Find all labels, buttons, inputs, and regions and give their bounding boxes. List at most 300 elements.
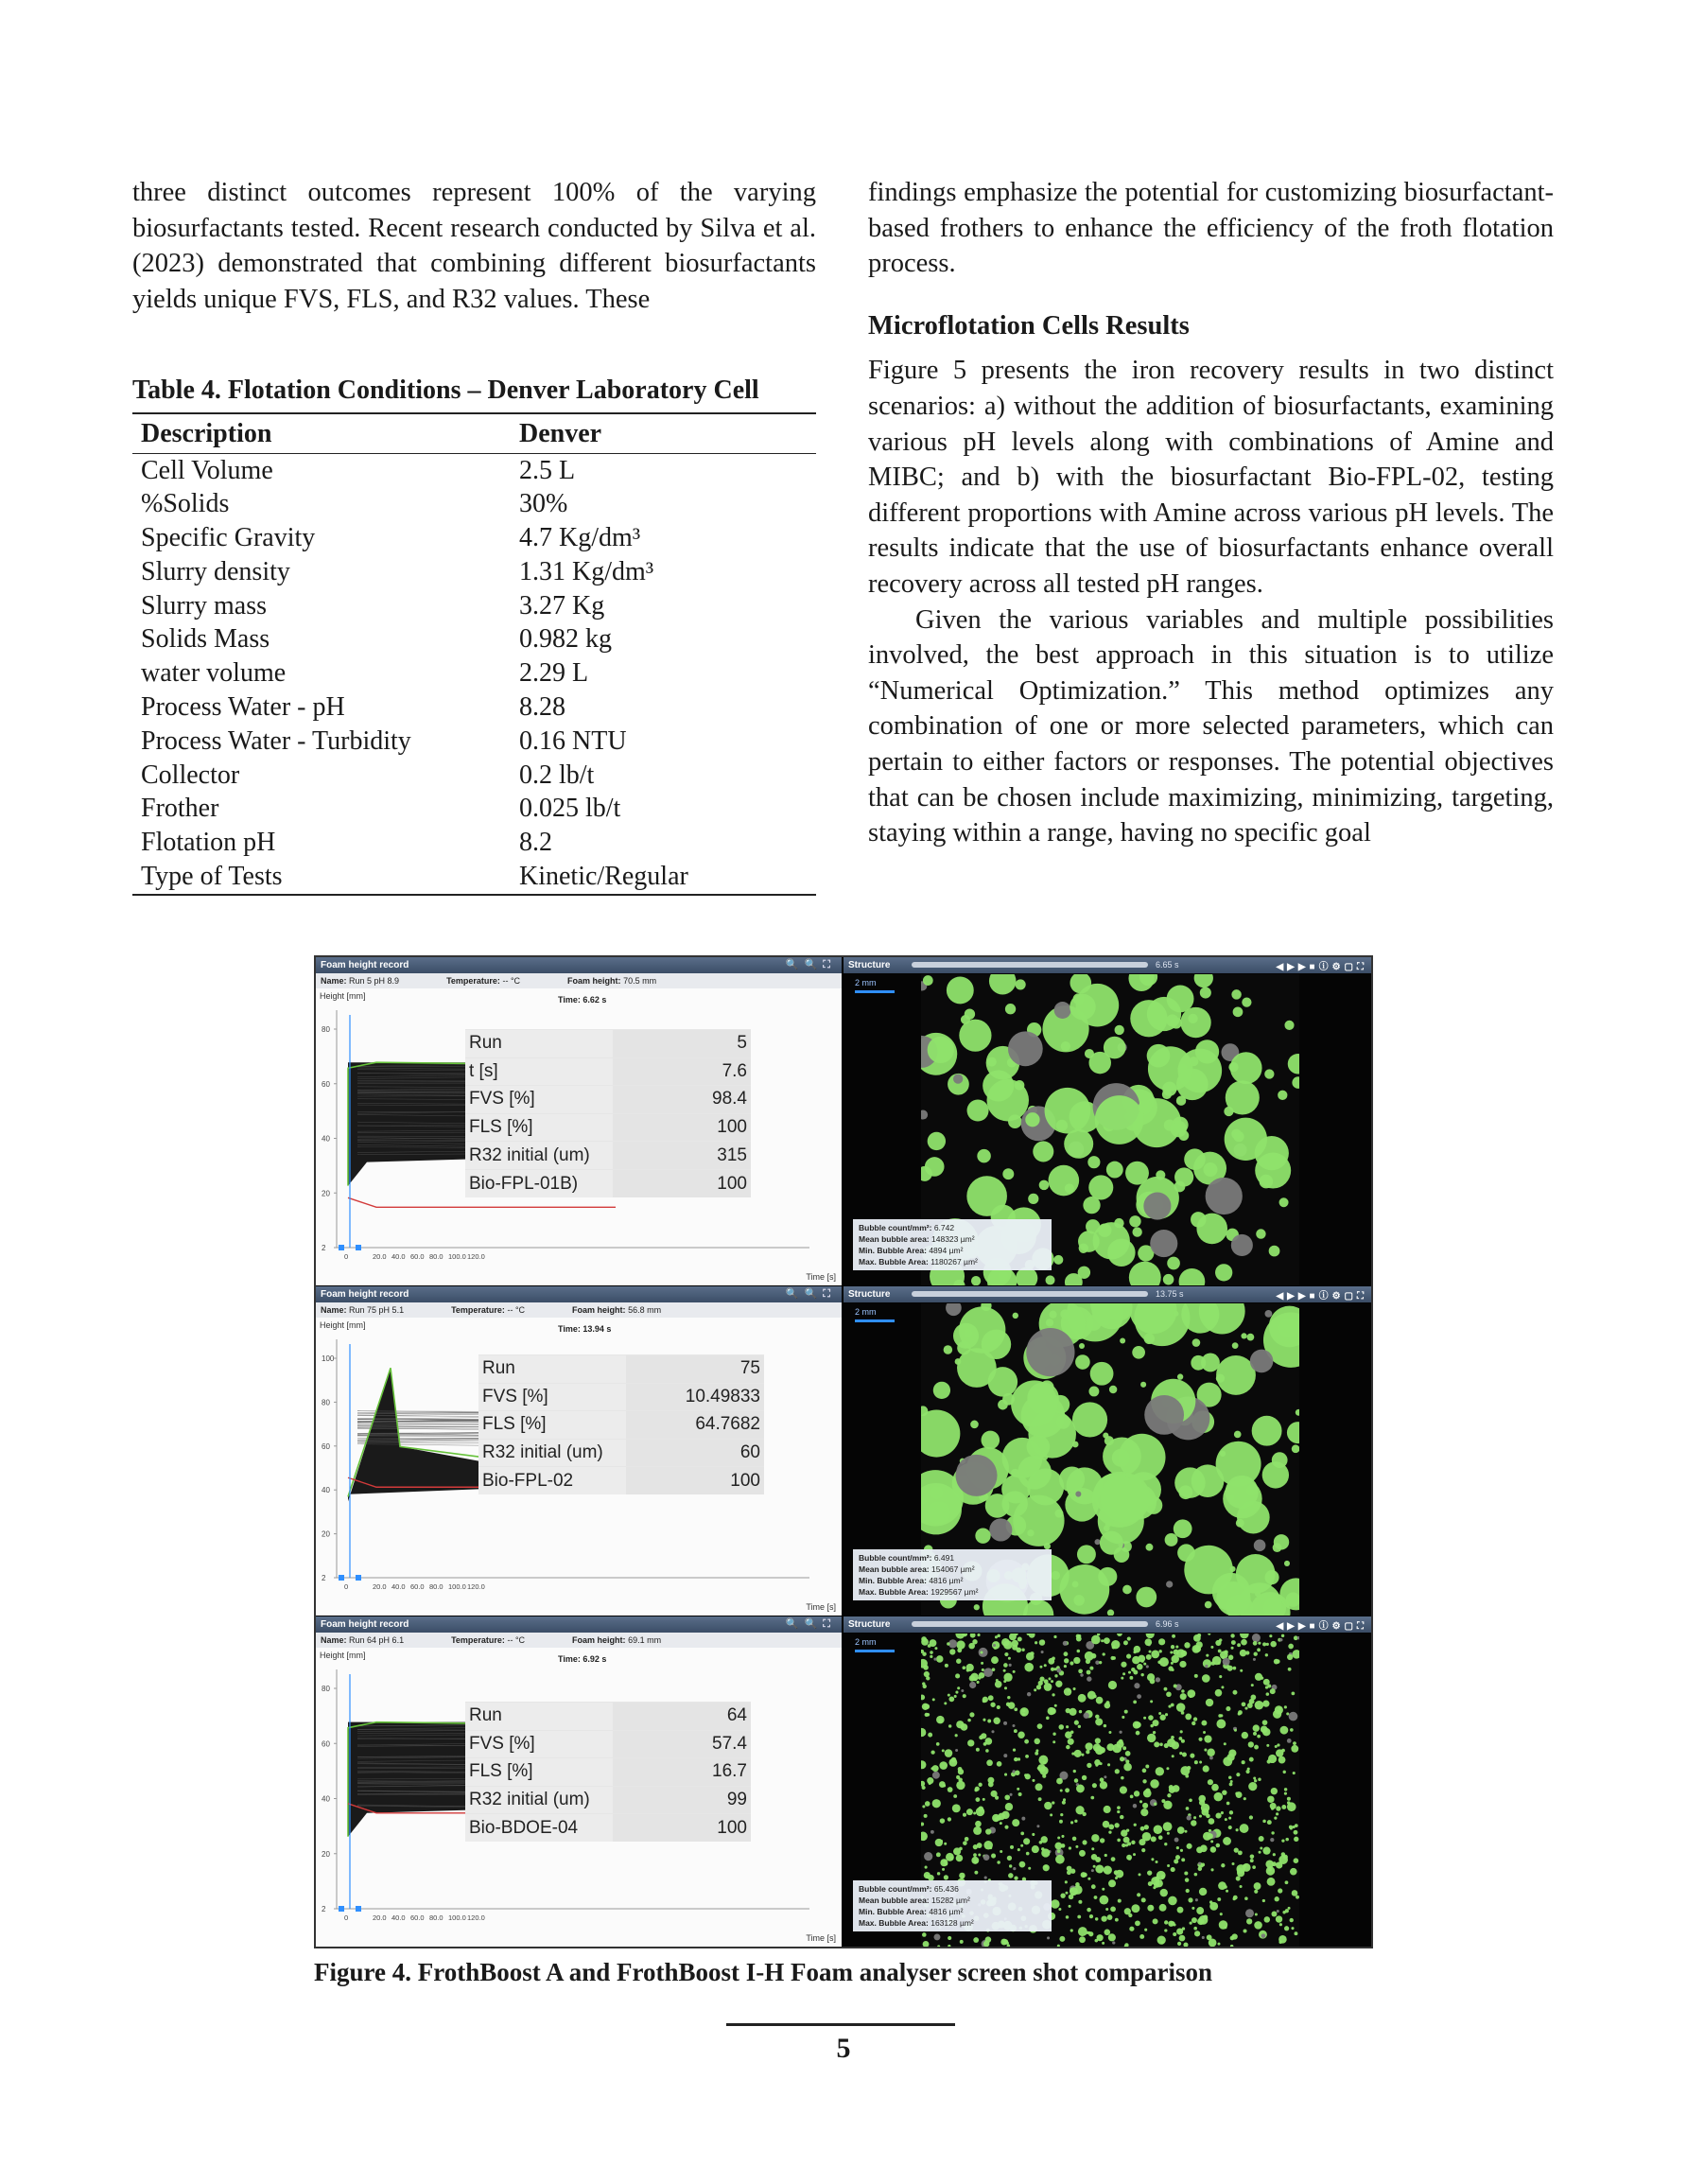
- bubble: [1086, 1659, 1090, 1664]
- bubble: [1084, 1713, 1089, 1719]
- bubble: [1104, 1703, 1111, 1709]
- bubble: [1267, 1820, 1272, 1825]
- result-value: 98.4: [613, 1086, 751, 1114]
- bubble: [1108, 1824, 1114, 1829]
- bubble: [1003, 1663, 1008, 1668]
- bubble: [1066, 1745, 1070, 1749]
- range-handle-start[interactable]: [339, 1575, 344, 1581]
- bubble: [995, 1796, 999, 1800]
- bubble: [1078, 1231, 1100, 1252]
- bubble: [1228, 1817, 1231, 1820]
- bubble: [1092, 1783, 1097, 1788]
- bubble: [1194, 1873, 1198, 1877]
- table-cell-value: 4.7 Kg/dm³: [519, 523, 641, 553]
- bubble: [1209, 1900, 1212, 1903]
- bubble-stat-value: 4816 µm²: [929, 1907, 964, 1916]
- bubble: [1262, 1642, 1266, 1646]
- bubble: [932, 1772, 940, 1779]
- bubble: [1233, 1006, 1244, 1017]
- bubble: [1087, 1931, 1090, 1934]
- bubble: [1229, 1566, 1235, 1572]
- bubble: [975, 1529, 990, 1544]
- bubble: [1278, 1707, 1281, 1710]
- bubble: [1119, 1739, 1123, 1744]
- structure-panel: [844, 1616, 1371, 1947]
- bubble: [1016, 1648, 1021, 1653]
- bubble: [1095, 1715, 1099, 1719]
- bubble: [949, 1649, 955, 1654]
- bubble: [1204, 1735, 1211, 1742]
- bubble: [1078, 1669, 1083, 1673]
- y-tick-label: 80: [322, 1025, 330, 1034]
- bubble: [1174, 1838, 1179, 1843]
- bubble: [998, 1400, 1008, 1410]
- structure-header: [844, 1286, 1371, 1302]
- bubble: [1265, 1653, 1268, 1656]
- bubble: [1079, 1343, 1085, 1349]
- bubble: [1238, 1850, 1243, 1855]
- bubble: [1176, 1095, 1186, 1105]
- bubble: [991, 1730, 994, 1733]
- y-tick-label: 2: [322, 1905, 326, 1913]
- bubble: [1120, 1786, 1127, 1793]
- bubble: [1094, 1896, 1098, 1899]
- bubble: [1292, 1826, 1295, 1828]
- bubble: [1044, 1802, 1052, 1809]
- bubble: [1125, 1751, 1131, 1756]
- bubble: [1125, 1759, 1129, 1763]
- bubble: [1210, 1840, 1213, 1843]
- bubble: [1278, 1888, 1282, 1893]
- bubble: [1203, 1731, 1206, 1734]
- bubble: [1060, 1813, 1063, 1816]
- result-key: Run: [465, 1030, 613, 1058]
- bubble: [1287, 1802, 1296, 1811]
- bubble: [1002, 1168, 1014, 1179]
- bubble-stat-row: [859, 1245, 1046, 1256]
- bubble: [1091, 1884, 1096, 1889]
- bubble: [1077, 1545, 1096, 1564]
- bubble: [1284, 1792, 1287, 1795]
- y-tick-label: 40: [322, 1794, 330, 1804]
- x-tick-label: 40.0: [391, 1252, 406, 1261]
- y-tick-label: 20: [322, 1529, 330, 1539]
- results-row: [465, 1814, 751, 1843]
- bubble: [1249, 1699, 1255, 1704]
- table-row: [132, 622, 816, 656]
- x-tick-label: 0: [344, 1582, 349, 1591]
- bubble-stat-label: Min. Bubble Area:: [859, 1246, 927, 1255]
- bubble: [1149, 1651, 1152, 1653]
- time-readout: Time: 6.92 s: [558, 1654, 607, 1664]
- bubble: [925, 1866, 928, 1869]
- bubble: [1230, 1634, 1234, 1637]
- bubble: [1078, 1694, 1087, 1703]
- bubble: [1265, 1310, 1273, 1318]
- bubble: [1003, 1754, 1007, 1757]
- table-header-row: [132, 413, 816, 453]
- bubble: [1048, 1707, 1055, 1715]
- bubble: [1023, 1838, 1030, 1844]
- bubble: [945, 1664, 948, 1668]
- bubble: [1254, 1890, 1258, 1894]
- bubble: [1070, 1888, 1073, 1892]
- bubble: [997, 1761, 1002, 1767]
- bubble: [1124, 1710, 1128, 1714]
- bubble: [1010, 1845, 1014, 1849]
- bubble: [1158, 1835, 1163, 1840]
- bubble: [1052, 1693, 1054, 1696]
- bubble: [1057, 1836, 1060, 1839]
- bubble: [1177, 1544, 1195, 1562]
- scale-bar: [855, 1650, 895, 1652]
- playback-controls[interactable]: ◀▶▶■ⓘ⚙▢⛶: [1276, 1621, 1367, 1632]
- bubble: [1136, 1731, 1140, 1736]
- bubble: [1139, 1934, 1144, 1939]
- bubble: [1052, 1733, 1055, 1736]
- bubble: [1119, 1731, 1122, 1734]
- bubble: [1147, 1870, 1152, 1875]
- bubble: [1122, 1716, 1124, 1719]
- bubble: [954, 1695, 957, 1698]
- bubble: [991, 1656, 999, 1664]
- bubble: [1159, 1904, 1167, 1912]
- bubble: [1283, 1771, 1286, 1773]
- bubble: [1218, 1714, 1222, 1718]
- bubble: [1140, 1382, 1146, 1388]
- bubble-stat-label: Max. Bubble Area:: [859, 1918, 929, 1928]
- toolbar-icons[interactable]: 🔍🔍⛶: [785, 1288, 836, 1300]
- bubble: [1016, 979, 1026, 989]
- bubble: [1179, 1935, 1186, 1942]
- bubble: [1173, 1650, 1178, 1655]
- bubble: [1225, 1118, 1267, 1161]
- bubble: [942, 1749, 945, 1752]
- bubble: [1086, 1750, 1089, 1754]
- bubble: [1176, 1846, 1179, 1849]
- bubble: [1278, 1091, 1287, 1100]
- bubble: [967, 1719, 971, 1722]
- bubble: [1148, 1715, 1154, 1721]
- bubble: [1198, 1862, 1201, 1865]
- bubble: [928, 1037, 954, 1063]
- temperature-label: Temperature:: [451, 1305, 505, 1315]
- bubble: [1065, 1880, 1068, 1883]
- bubble: [948, 1724, 951, 1727]
- bubble: [1269, 1246, 1280, 1257]
- bubble: [1019, 1861, 1026, 1868]
- bubble: [997, 1634, 1000, 1637]
- range-handle-end[interactable]: [356, 1575, 361, 1581]
- bubble: [1209, 1818, 1215, 1825]
- bubble: [1115, 1769, 1120, 1773]
- bubble: [1278, 1756, 1286, 1764]
- bubble: [973, 1811, 976, 1814]
- bubble: [1112, 1656, 1116, 1660]
- bubble: [1034, 1688, 1036, 1691]
- bubble: [1292, 1890, 1298, 1896]
- bubble: [1055, 1855, 1065, 1864]
- bubble-stat-value: 163128 µm²: [930, 1918, 974, 1928]
- foam-height-label: Foam height:: [572, 1305, 626, 1315]
- bubble: [984, 1877, 987, 1879]
- bubble: [956, 1658, 961, 1663]
- bubble: [1091, 1847, 1094, 1850]
- bubble: [948, 1694, 950, 1697]
- bubble: [975, 1821, 982, 1827]
- bubble: [1196, 1846, 1203, 1853]
- bubble: [1041, 1848, 1050, 1857]
- bubble: [1025, 1773, 1031, 1779]
- bubble: [1037, 1723, 1043, 1729]
- bubble: [1232, 1342, 1239, 1349]
- bubble: [1093, 1743, 1101, 1751]
- result-value: 100: [626, 1467, 764, 1495]
- range-handle-end[interactable]: [356, 1245, 361, 1250]
- playback-controls[interactable]: ◀▶▶■ⓘ⚙▢⛶: [1276, 1291, 1367, 1302]
- bubble: [1217, 1943, 1220, 1946]
- x-tick-label: 40.0: [391, 1913, 406, 1922]
- bubble: [973, 1937, 979, 1943]
- bubble: [924, 1814, 928, 1818]
- toolbar-icons[interactable]: 🔍🔍⛶: [785, 1618, 836, 1630]
- structure-header: [844, 1616, 1371, 1633]
- bubble: [1052, 1740, 1055, 1743]
- bubble: [1293, 1772, 1296, 1774]
- bubble: [1156, 1861, 1158, 1863]
- bubble: [1076, 1634, 1080, 1638]
- bubble: [1167, 1832, 1170, 1835]
- bubble: [992, 1668, 996, 1671]
- table-row: [132, 453, 816, 487]
- bubble: [1026, 1328, 1074, 1376]
- bubble: [1160, 1889, 1168, 1896]
- bubble: [1170, 1651, 1173, 1653]
- bubble: [1108, 1731, 1111, 1734]
- table-cell-value: 1.31 Kg/dm³: [519, 556, 654, 586]
- bubble: [948, 1696, 954, 1702]
- bubble: [930, 1750, 934, 1754]
- foam-height-panel: [316, 957, 842, 1285]
- bubble: [1150, 1779, 1159, 1789]
- bubble: [1228, 1749, 1236, 1756]
- bubble: [1248, 1782, 1257, 1791]
- result-key: R32 initial (um): [478, 1439, 626, 1467]
- table-header-denver: Denver: [511, 413, 816, 453]
- bubble: [960, 1940, 964, 1944]
- bubble: [1164, 1119, 1175, 1130]
- bubble: [922, 1805, 925, 1808]
- result-key: t [s]: [465, 1057, 613, 1086]
- bubble: [994, 1647, 997, 1650]
- bubble: [947, 1642, 949, 1645]
- bubble: [1141, 1848, 1145, 1852]
- bubble: [990, 1703, 995, 1707]
- x-tick-label: 0: [344, 1252, 349, 1261]
- bubble: [1133, 1670, 1138, 1675]
- bubble: [1091, 1635, 1101, 1645]
- bubble: [1050, 1813, 1052, 1816]
- bubble: [1164, 1920, 1168, 1924]
- bubble: [1036, 1825, 1039, 1827]
- bubble: [961, 1689, 964, 1692]
- bubble-stats-box: [853, 1880, 1052, 1931]
- table-cell-value: 30%: [519, 489, 568, 519]
- temperature-value: -- °C: [507, 1305, 526, 1315]
- bubble: [1187, 1766, 1191, 1770]
- bubble: [953, 1074, 963, 1083]
- bubble: [1175, 1855, 1180, 1860]
- bubble: [1161, 1875, 1165, 1878]
- bubble: [1097, 1934, 1104, 1941]
- bubble: [939, 1761, 948, 1770]
- bubble: [1100, 1762, 1103, 1765]
- x-tick-label: 60.0: [410, 1252, 425, 1261]
- bubble: [942, 1868, 945, 1871]
- left-column: [132, 175, 816, 317]
- bubble: [1181, 1858, 1185, 1861]
- bubble: [1219, 1675, 1222, 1678]
- bubble: [1078, 1927, 1087, 1936]
- flotation-conditions-table: [132, 412, 816, 896]
- result-value: 10.49833: [626, 1383, 764, 1411]
- bubble: [1285, 1838, 1289, 1842]
- bubble: [1251, 1684, 1254, 1686]
- bubble: [923, 975, 933, 986]
- bubble: [1221, 1686, 1224, 1688]
- results-row: [465, 1786, 751, 1814]
- bubble: [1206, 1814, 1210, 1819]
- bubble: [1269, 1634, 1272, 1637]
- bubble: [985, 1749, 989, 1753]
- bubble: [1191, 1721, 1195, 1725]
- bubble: [1227, 1666, 1233, 1671]
- bubble: [1115, 1025, 1124, 1035]
- result-key: Run: [478, 1355, 626, 1384]
- bubble: [1074, 1750, 1082, 1757]
- bubble: [1017, 1636, 1022, 1641]
- bubble: [983, 1854, 990, 1861]
- bubble: [1223, 1658, 1230, 1666]
- bubble: [1065, 1892, 1068, 1895]
- bubble: [1038, 1681, 1043, 1686]
- bubble: [1231, 989, 1241, 999]
- bubble: [1004, 1652, 1008, 1656]
- range-handle-end[interactable]: [356, 1906, 361, 1912]
- y-tick-label: 60: [322, 1441, 330, 1451]
- result-value: 60: [626, 1439, 764, 1467]
- bubble: [1288, 1668, 1292, 1671]
- bubble: [1134, 1824, 1137, 1826]
- bubble-stat-label: Min. Bubble Area:: [859, 1576, 927, 1585]
- bubble: [1144, 1929, 1147, 1931]
- bubble: [987, 1720, 991, 1723]
- playback-slider[interactable]: [912, 1621, 1148, 1627]
- bubble: [1283, 1855, 1288, 1860]
- bubble: [1194, 1931, 1200, 1936]
- bubble: [1195, 1898, 1198, 1901]
- footer-rule: [726, 2023, 955, 2026]
- bubble: [1079, 1710, 1082, 1713]
- bubble: [983, 1719, 985, 1721]
- bubble: [970, 1421, 979, 1429]
- x-tick-label: 60.0: [410, 1582, 425, 1591]
- bubble: [1135, 1920, 1140, 1926]
- bubble: [1066, 1725, 1069, 1728]
- table-cell-value: 3.27 Kg: [519, 590, 605, 620]
- result-key: R32 initial (um): [465, 1786, 613, 1814]
- x-tick-label: 100.0: [448, 1582, 466, 1591]
- scale-bar: [855, 990, 895, 993]
- bubble: [1214, 1792, 1223, 1801]
- bubble: [1233, 1131, 1244, 1142]
- playback-slider[interactable]: [912, 1291, 1148, 1297]
- bubble-stat-label: Min. Bubble Area:: [859, 1907, 927, 1916]
- range-handle-start[interactable]: [339, 1906, 344, 1912]
- bubble: [1279, 1197, 1289, 1207]
- bubble: [1254, 1651, 1258, 1655]
- bubble: [1091, 1834, 1099, 1842]
- bubble: [1236, 1791, 1243, 1798]
- bubble: [936, 1852, 941, 1857]
- right-column: [868, 175, 1554, 851]
- table-cell-value: 0.982 kg: [519, 624, 612, 655]
- bubble: [996, 1679, 999, 1682]
- bubble: [1054, 1704, 1057, 1707]
- bubble: [1172, 1741, 1179, 1749]
- bubble: [1100, 1838, 1104, 1843]
- bubble: [1203, 1765, 1209, 1772]
- range-handle-start[interactable]: [339, 1245, 344, 1250]
- bubble: [1069, 1905, 1071, 1908]
- bubble: [925, 1801, 930, 1807]
- bubble: [1070, 1821, 1073, 1824]
- bubble: [1197, 1634, 1201, 1637]
- bubble: [1011, 1380, 1058, 1427]
- x-tick-label: 40.0: [391, 1582, 406, 1591]
- bubble: [1056, 1120, 1068, 1131]
- bubble: [939, 1719, 943, 1722]
- bubble: [1254, 1540, 1266, 1552]
- bubble: [1250, 1350, 1274, 1373]
- bubble: [982, 1669, 984, 1671]
- bubble: [1043, 1761, 1046, 1764]
- bubble: [1076, 984, 1120, 1027]
- table-cell-value: 0.16 NTU: [519, 725, 627, 756]
- y-tick-label: 80: [322, 1685, 330, 1693]
- bubble: [1137, 1664, 1143, 1670]
- bubble: [935, 1839, 943, 1846]
- bubble: [957, 1686, 960, 1689]
- bubble: [1206, 1699, 1213, 1706]
- bubble: [982, 1330, 1011, 1359]
- bubble: [1077, 1650, 1081, 1653]
- playback-slider[interactable]: [912, 962, 1148, 968]
- bubble: [1003, 1680, 1006, 1683]
- section-heading: Microflotation Cells Results: [868, 310, 1190, 341]
- bubble: [1177, 1942, 1181, 1946]
- playback-controls[interactable]: ◀▶▶■ⓘ⚙▢⛶: [1276, 962, 1367, 972]
- bubble: [1009, 1864, 1012, 1867]
- bubble: [1187, 1815, 1191, 1820]
- bubble: [1240, 1650, 1246, 1656]
- bubble-stat-label: Max. Bubble Area:: [859, 1587, 929, 1597]
- toolbar-icons[interactable]: 🔍🔍⛶: [785, 959, 836, 970]
- bubble: [958, 1769, 964, 1774]
- bubble: [1005, 1803, 1013, 1810]
- bubble: [1142, 1803, 1148, 1808]
- bubble: [1099, 1661, 1102, 1664]
